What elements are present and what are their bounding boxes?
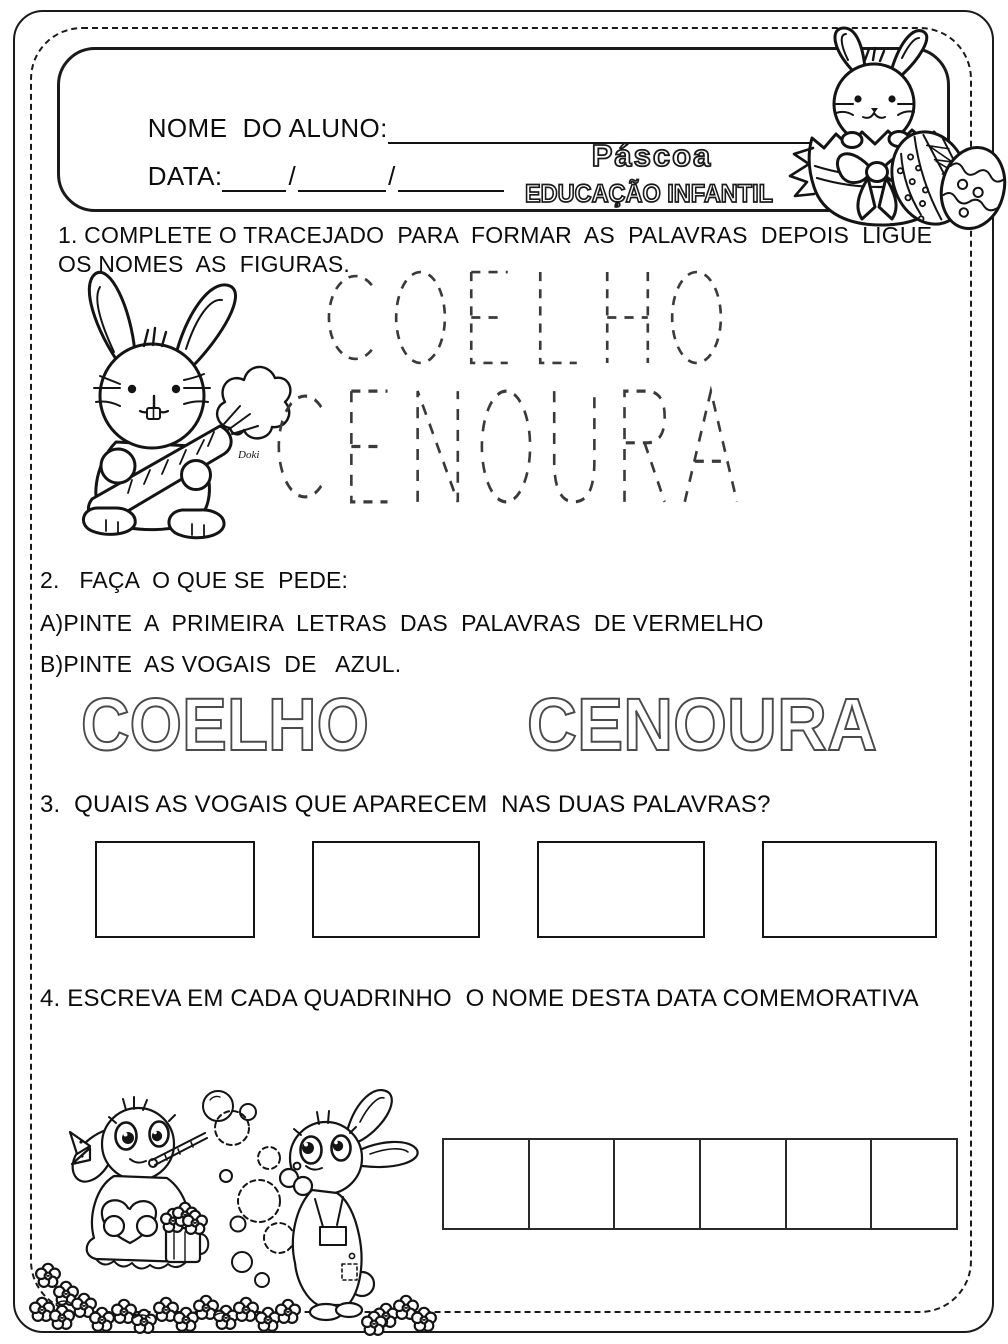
answer-boxes-row <box>95 841 937 938</box>
outline-word-cenoura[interactable] <box>522 683 882 766</box>
pascoa-logo <box>520 136 789 210</box>
date-separator-2: / <box>388 161 396 191</box>
vowel-answer-box-2[interactable] <box>312 841 480 938</box>
date-label: DATA: <box>147 161 223 191</box>
exercise2-item-b: B)PINTE AS VOGAIS DE AZUL. <box>40 651 402 677</box>
exercise2-item-a: A)PINTE A PRIMEIRA LETRAS DAS PALAVRAS DE VERMELHO <box>40 610 764 636</box>
logo-subtitle-text: EDUCAÇÃO INFANTIL <box>525 180 789 208</box>
traced-word-cenoura[interactable] <box>266 385 744 508</box>
traced-word-coelho[interactable] <box>316 267 730 368</box>
date-day-field[interactable] <box>222 163 286 192</box>
artist-signature: Doki <box>238 449 260 461</box>
bunny-with-carrot-illustration <box>34 256 286 548</box>
logo-title-text: Páscoa <box>591 138 713 173</box>
date-year-field[interactable] <box>398 163 504 192</box>
letter-box-3[interactable] <box>613 1140 699 1228</box>
vowel-answer-box-1[interactable] <box>95 841 255 938</box>
bunny-in-egg-illustration <box>752 26 1004 230</box>
outline-word-coelho[interactable] <box>76 683 374 766</box>
date-month-field[interactable] <box>298 163 386 192</box>
date-row <box>102 130 504 223</box>
exercise3-question: 3. QUAIS AS VOGAIS QUE APARECEM NAS DUAS PALAVRAS? <box>40 791 771 818</box>
letter-box-6[interactable] <box>870 1140 956 1228</box>
vowel-answer-box-4[interactable] <box>762 841 937 938</box>
date-separator-1: / <box>288 161 297 191</box>
letter-box-4[interactable] <box>699 1140 785 1228</box>
letter-boxes-grid <box>442 1138 958 1230</box>
letter-box-5[interactable] <box>785 1140 871 1228</box>
outline-word-cenoura-text: CENOURA <box>527 683 877 766</box>
exercise2-title: 2. FAÇA O QUE SE PEDE: <box>40 567 349 593</box>
outline-word-coelho-text: COELHO <box>81 683 369 766</box>
letter-box-2[interactable] <box>528 1140 614 1228</box>
exercise1-instruction-line1: 1. COMPLETE O TRACEJADO PARA FORMAR AS PALAVRAS DEPOIS LIGUE <box>58 222 933 248</box>
student-name-label: NOME DO ALUNO: <box>147 113 388 143</box>
bunnies-blowing-bubbles-illustration <box>26 1066 444 1332</box>
exercise1-instruction-line2: OS NOMES AS FIGURAS. <box>58 251 350 277</box>
letter-box-1[interactable] <box>444 1140 528 1228</box>
vowel-answer-box-3[interactable] <box>537 841 705 938</box>
exercise4-instruction: 4. ESCREVA EM CADA QUADRINHO O NOME DESTA DATA COMEMORATIVA <box>40 985 919 1012</box>
